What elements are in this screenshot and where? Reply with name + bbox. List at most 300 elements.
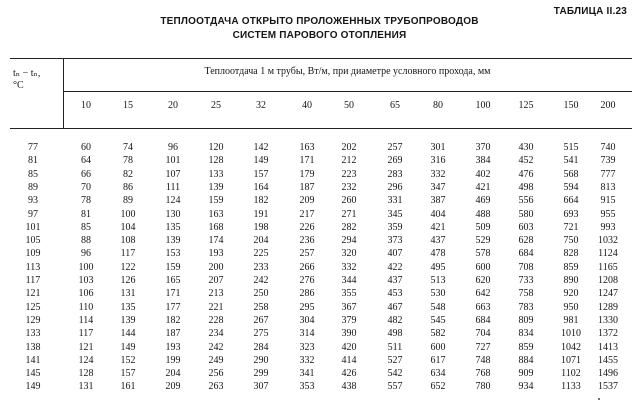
heat-transfer-cell: 74 bbox=[123, 142, 133, 153]
heat-transfer-cell: 128 bbox=[208, 155, 224, 167]
heat-transfer-cell: 750 bbox=[563, 235, 579, 247]
heat-transfer-cell: 1032 bbox=[598, 235, 618, 247]
heat-transfer-cell: 117 bbox=[120, 248, 136, 260]
heat-transfer-cell: 332 bbox=[341, 261, 357, 273]
heat-transfer-cell: 347 bbox=[430, 181, 446, 193]
heat-transfer-cell: 332 bbox=[430, 168, 446, 180]
heat-transfer-cell: 950 bbox=[563, 301, 579, 313]
heat-transfer-cell: 407 bbox=[387, 248, 403, 260]
heat-transfer-cell: 60 bbox=[81, 142, 91, 153]
heat-transfer-cell: 693 bbox=[563, 208, 579, 220]
heat-transfer-cell: 1042 bbox=[561, 341, 581, 353]
heat-transfer-cell: 421 bbox=[430, 221, 446, 233]
heat-transfer-cell: 379 bbox=[341, 314, 357, 326]
heat-transfer-cell: 242 bbox=[208, 341, 224, 353]
table-row bbox=[0, 274, 639, 287]
temperature-difference-cell: 77 bbox=[28, 142, 38, 153]
heat-transfer-cell: 217 bbox=[299, 208, 315, 220]
heat-transfer-cell: 1010 bbox=[561, 328, 581, 340]
heat-transfer-cell: 578 bbox=[475, 248, 491, 260]
heat-transfer-cell: 768 bbox=[475, 368, 491, 380]
heat-transfer-cell: 199 bbox=[165, 354, 181, 366]
temperature-difference-cell: 113 bbox=[25, 261, 41, 273]
heat-transfer-cell: 453 bbox=[387, 288, 403, 300]
heat-transfer-cell: 207 bbox=[208, 275, 224, 286]
heat-transfer-cell: 740 bbox=[600, 142, 616, 153]
heat-transfer-cell: 263 bbox=[208, 381, 224, 393]
heat-transfer-cell: 739 bbox=[600, 155, 616, 167]
heat-transfer-cell: 307 bbox=[253, 381, 269, 393]
heat-transfer-cell: 628 bbox=[518, 235, 534, 247]
heat-transfer-cell: 64 bbox=[81, 155, 91, 167]
heat-transfer-cell: 108 bbox=[120, 235, 136, 247]
heat-transfer-cell: 568 bbox=[563, 168, 579, 180]
heat-transfer-cell: 260 bbox=[341, 195, 357, 207]
heat-transfer-cell: 780 bbox=[475, 381, 491, 393]
temperature-difference-cell: 109 bbox=[25, 248, 41, 260]
heat-transfer-cell: 316 bbox=[430, 155, 446, 167]
temperature-difference-cell: 97 bbox=[28, 208, 38, 220]
heat-transfer-cell: 370 bbox=[475, 142, 491, 153]
heat-transfer-cell: 642 bbox=[475, 288, 491, 300]
temperature-difference-cell: 101 bbox=[25, 221, 41, 233]
heat-transfer-cell: 404 bbox=[430, 208, 446, 220]
heat-transfer-cell: 548 bbox=[430, 301, 446, 313]
heat-transfer-cell: 223 bbox=[341, 168, 357, 180]
heat-transfer-cell: 359 bbox=[387, 221, 403, 233]
heat-transfer-cell: 527 bbox=[387, 354, 403, 366]
heat-transfer-cell: 276 bbox=[299, 275, 315, 286]
temperature-difference-cell: 138 bbox=[25, 341, 41, 353]
heat-transfer-cell: 1289 bbox=[598, 301, 618, 313]
heat-transfer-cell: 290 bbox=[253, 354, 269, 366]
heat-transfer-cell: 1071 bbox=[561, 354, 581, 366]
heat-transfer-cell: 128 bbox=[78, 368, 94, 380]
heat-transfer-cell: 135 bbox=[165, 221, 181, 233]
table-row bbox=[0, 221, 639, 234]
temperature-difference-cell: 133 bbox=[25, 328, 41, 340]
heat-transfer-cell: 663 bbox=[475, 301, 491, 313]
table-row bbox=[0, 194, 639, 207]
temperature-difference-cell: 89 bbox=[28, 181, 38, 193]
diameter-header-65mm: 65 bbox=[390, 100, 400, 111]
heat-transfer-cell: 582 bbox=[430, 328, 446, 340]
heat-transfer-cell: 652 bbox=[430, 381, 446, 393]
heat-transfer-cell: 344 bbox=[341, 275, 357, 286]
table-top-rule bbox=[10, 58, 632, 59]
heat-transfer-cell: 515 bbox=[563, 142, 579, 153]
heat-transfer-cell: 600 bbox=[475, 261, 491, 273]
table-title bbox=[0, 15, 639, 43]
heat-transfer-cell: 387 bbox=[430, 195, 446, 207]
heat-transfer-cell: 96 bbox=[81, 248, 91, 260]
temperature-difference-cell: 105 bbox=[25, 235, 41, 247]
heat-transfer-cell: 111 bbox=[165, 181, 181, 193]
heat-transfer-cell: 165 bbox=[165, 275, 181, 286]
heat-transfer-cell: 177 bbox=[165, 301, 181, 313]
heat-transfer-cell: 1496 bbox=[598, 368, 618, 380]
heat-transfer-cell: 727 bbox=[475, 341, 491, 353]
heat-transfer-cell: 993 bbox=[600, 221, 616, 233]
heat-transfer-cell: 187 bbox=[165, 328, 181, 340]
heat-transfer-cell: 367 bbox=[341, 301, 357, 313]
heat-transfer-cell: 159 bbox=[165, 261, 181, 273]
table-row bbox=[0, 208, 639, 221]
heat-transfer-cell: 299 bbox=[253, 368, 269, 380]
heat-transfer-cell: 78 bbox=[123, 155, 133, 167]
heat-transfer-cell: 249 bbox=[208, 354, 224, 366]
temperature-difference-cell: 121 bbox=[25, 288, 41, 300]
temperature-difference-formula: tₙ − tₙ, bbox=[13, 68, 41, 79]
diameter-header-15mm: 15 bbox=[123, 100, 133, 111]
heat-transfer-cell: 758 bbox=[518, 288, 534, 300]
heat-transfer-cell: 320 bbox=[341, 248, 357, 260]
heat-transfer-cell: 122 bbox=[120, 261, 136, 273]
heat-transfer-cell: 282 bbox=[341, 221, 357, 233]
heat-transfer-cell: 437 bbox=[430, 235, 446, 247]
heat-transfer-cell: 225 bbox=[253, 248, 269, 260]
heat-transfer-cell: 813 bbox=[600, 181, 616, 193]
heat-transfer-cell: 955 bbox=[600, 208, 616, 220]
heat-transfer-cell: 1372 bbox=[598, 328, 618, 340]
diameter-header-32mm: 32 bbox=[256, 100, 266, 111]
heat-transfer-cell: 66 bbox=[81, 168, 91, 180]
heat-transfer-cell: 545 bbox=[430, 314, 446, 326]
heat-transfer-cell: 890 bbox=[563, 275, 579, 286]
heat-transfer-cell: 664 bbox=[563, 195, 579, 207]
heat-transfer-cell: 212 bbox=[341, 155, 357, 167]
temperature-difference-cell: 93 bbox=[28, 195, 38, 207]
heat-transfer-cell: 139 bbox=[120, 314, 136, 326]
heat-transfer-cell: 421 bbox=[475, 181, 491, 193]
table-row bbox=[0, 154, 639, 167]
diameter-header-20mm: 20 bbox=[168, 100, 178, 111]
heat-transfer-cell: 130 bbox=[165, 208, 181, 220]
heat-transfer-cell: 603 bbox=[518, 221, 534, 233]
heat-transfer-cell: 981 bbox=[563, 314, 579, 326]
heat-transfer-cell: 191 bbox=[253, 208, 269, 220]
heat-transfer-cell: 283 bbox=[387, 168, 403, 180]
heat-transfer-cell: 96 bbox=[168, 142, 178, 153]
heat-transfer-cell: 708 bbox=[518, 261, 534, 273]
heat-transfer-cell: 144 bbox=[120, 328, 136, 340]
heat-transfer-cell: 100 bbox=[120, 208, 136, 220]
heat-transfer-cell: 142 bbox=[253, 142, 269, 153]
heat-transfer-cell: 748 bbox=[475, 354, 491, 366]
heat-transfer-cell: 1537 bbox=[598, 381, 618, 393]
heat-transfer-cell: 204 bbox=[253, 235, 269, 247]
heat-transfer-cell: 269 bbox=[387, 155, 403, 167]
heat-transfer-cell: 390 bbox=[341, 328, 357, 340]
heat-transfer-cell: 542 bbox=[387, 368, 403, 380]
heat-transfer-cell: 1133 bbox=[561, 381, 581, 393]
heat-transfer-cell: 733 bbox=[518, 275, 534, 286]
heat-transfer-cell: 1330 bbox=[598, 314, 618, 326]
diameter-header-125mm: 125 bbox=[518, 100, 534, 111]
heat-transfer-cell: 934 bbox=[518, 381, 534, 393]
table-row bbox=[0, 234, 639, 247]
temperature-difference-cell: 129 bbox=[25, 314, 41, 326]
temperature-difference-cell: 145 bbox=[25, 368, 41, 380]
table-row bbox=[0, 141, 639, 154]
heat-transfer-cell: 174 bbox=[208, 235, 224, 247]
heat-transfer-cell: 226 bbox=[299, 221, 315, 233]
diameter-header-50mm: 50 bbox=[344, 100, 354, 111]
temperature-difference-cell: 125 bbox=[25, 301, 41, 313]
heat-transfer-cell: 228 bbox=[208, 314, 224, 326]
temperature-unit: °C bbox=[13, 80, 24, 91]
heat-transfer-spanner-header: Теплоотдача 1 м трубы, Вт/м, при диаметре условного прохода, мм bbox=[204, 66, 491, 77]
table-row bbox=[0, 354, 639, 367]
heat-transfer-cell: 777 bbox=[600, 168, 616, 180]
heat-transfer-cell: 478 bbox=[430, 248, 446, 260]
table-row bbox=[0, 301, 639, 314]
heat-transfer-cell: 509 bbox=[475, 221, 491, 233]
heat-transfer-cell: 617 bbox=[430, 354, 446, 366]
heat-transfer-cell: 557 bbox=[387, 381, 403, 393]
heat-transfer-cell: 384 bbox=[475, 155, 491, 167]
heat-transfer-cell: 498 bbox=[387, 328, 403, 340]
heat-transfer-cell: 198 bbox=[253, 221, 269, 233]
heat-transfer-cell: 437 bbox=[387, 275, 403, 286]
header-sub-rule bbox=[63, 91, 632, 92]
heat-transfer-cell: 257 bbox=[299, 248, 315, 260]
table-title-line-1: ТЕПЛООТДАЧА ОТКРЫТО ПРОЛОЖЕННЫХ ТРУБОПРОВОДОВ bbox=[160, 16, 479, 27]
heat-transfer-cell: 100 bbox=[78, 261, 94, 273]
heat-transfer-cell: 355 bbox=[341, 288, 357, 300]
heat-transfer-cell: 620 bbox=[475, 275, 491, 286]
heat-transfer-cell: 101 bbox=[165, 155, 181, 167]
heat-transfer-cell: 213 bbox=[208, 288, 224, 300]
table-row bbox=[0, 341, 639, 354]
heat-transfer-cell: 133 bbox=[208, 168, 224, 180]
heat-transfer-cell: 556 bbox=[518, 195, 534, 207]
heat-transfer-cell: 482 bbox=[387, 314, 403, 326]
heat-transfer-cell: 258 bbox=[253, 301, 269, 313]
table-row bbox=[0, 367, 639, 380]
heat-transfer-cell: 88 bbox=[81, 235, 91, 247]
heat-transfer-cell: 469 bbox=[475, 195, 491, 207]
diameter-header-10mm: 10 bbox=[81, 100, 91, 111]
scan-speck bbox=[598, 398, 600, 400]
heat-transfer-cell: 530 bbox=[430, 288, 446, 300]
diameter-header-200mm: 200 bbox=[600, 100, 616, 111]
heat-transfer-cell: 783 bbox=[518, 301, 534, 313]
heat-transfer-cell: 920 bbox=[563, 288, 579, 300]
heat-transfer-cell: 859 bbox=[518, 341, 534, 353]
heat-transfer-cell: 135 bbox=[120, 301, 136, 313]
heat-transfer-cell: 345 bbox=[387, 208, 403, 220]
heat-transfer-cell: 131 bbox=[78, 381, 94, 393]
heat-transfer-cell: 1124 bbox=[598, 248, 618, 260]
heat-transfer-cell: 209 bbox=[165, 381, 181, 393]
heat-transfer-cell: 200 bbox=[208, 261, 224, 273]
heat-transfer-cell: 1208 bbox=[598, 275, 618, 286]
heat-transfer-cell: 103 bbox=[78, 275, 94, 286]
heat-transfer-cell: 541 bbox=[563, 155, 579, 167]
heat-transfer-cell: 314 bbox=[299, 328, 315, 340]
heat-transfer-cell: 163 bbox=[208, 208, 224, 220]
heat-transfer-cell: 193 bbox=[208, 248, 224, 260]
heat-transfer-cell: 193 bbox=[165, 341, 181, 353]
heat-transfer-cell: 120 bbox=[208, 142, 224, 153]
table-row bbox=[0, 380, 639, 393]
table-row bbox=[0, 327, 639, 340]
heat-transfer-cell: 82 bbox=[123, 168, 133, 180]
diameter-header-25mm: 25 bbox=[211, 100, 221, 111]
heat-transfer-cell: 257 bbox=[387, 142, 403, 153]
heat-transfer-cell: 721 bbox=[563, 221, 579, 233]
heat-transfer-cell: 452 bbox=[518, 155, 534, 167]
heat-transfer-cell: 250 bbox=[253, 288, 269, 300]
heat-transfer-cell: 884 bbox=[518, 354, 534, 366]
heat-transfer-cell: 1102 bbox=[561, 368, 581, 380]
heat-transfer-cell: 78 bbox=[81, 195, 91, 207]
heat-transfer-cell: 859 bbox=[563, 261, 579, 273]
heat-transfer-cell: 422 bbox=[387, 261, 403, 273]
heat-transfer-cell: 704 bbox=[475, 328, 491, 340]
heat-transfer-cell: 341 bbox=[299, 368, 315, 380]
heat-transfer-cell: 284 bbox=[253, 341, 269, 353]
diameter-header-100mm: 100 bbox=[475, 100, 491, 111]
heat-transfer-cell: 467 bbox=[387, 301, 403, 313]
heat-transfer-cell: 182 bbox=[253, 195, 269, 207]
heat-transfer-cell: 81 bbox=[81, 208, 91, 220]
table-row bbox=[0, 287, 639, 300]
temperature-difference-cell: 117 bbox=[25, 275, 41, 286]
heat-transfer-cell: 834 bbox=[518, 328, 534, 340]
heat-transfer-cell: 204 bbox=[165, 368, 181, 380]
heat-transfer-cell: 301 bbox=[430, 142, 446, 153]
heat-transfer-cell: 86 bbox=[123, 181, 133, 193]
table-row bbox=[0, 181, 639, 194]
heat-transfer-cell: 332 bbox=[299, 354, 315, 366]
heat-transfer-cell: 221 bbox=[208, 301, 224, 313]
heat-transfer-cell: 414 bbox=[341, 354, 357, 366]
heat-transfer-cell: 157 bbox=[120, 368, 136, 380]
heat-transfer-cell: 488 bbox=[475, 208, 491, 220]
heat-transfer-cell: 163 bbox=[299, 142, 315, 153]
heat-transfer-cell: 1165 bbox=[598, 261, 618, 273]
heat-transfer-cell: 828 bbox=[563, 248, 579, 260]
heat-transfer-cell: 171 bbox=[165, 288, 181, 300]
heat-transfer-cell: 402 bbox=[475, 168, 491, 180]
heat-transfer-cell: 498 bbox=[518, 181, 534, 193]
heat-transfer-cell: 139 bbox=[208, 181, 224, 193]
heat-transfer-cell: 323 bbox=[299, 341, 315, 353]
diameter-header-150mm: 150 bbox=[563, 100, 579, 111]
table-header-bottom-rule bbox=[10, 128, 632, 129]
heat-transfer-cell: 353 bbox=[299, 381, 315, 393]
heat-transfer-cell: 107 bbox=[165, 168, 181, 180]
temperature-difference-cell: 149 bbox=[25, 381, 41, 393]
heat-transfer-cell: 157 bbox=[253, 168, 269, 180]
table-row bbox=[0, 314, 639, 327]
heat-transfer-cell: 476 bbox=[518, 168, 534, 180]
heat-transfer-cell: 580 bbox=[518, 208, 534, 220]
heat-transfer-cell: 495 bbox=[430, 261, 446, 273]
heat-transfer-cell: 294 bbox=[341, 235, 357, 247]
stub-column-header bbox=[13, 68, 40, 92]
heat-transfer-cell: 202 bbox=[341, 142, 357, 153]
heat-transfer-cell: 594 bbox=[563, 181, 579, 193]
heat-transfer-cell: 373 bbox=[387, 235, 403, 247]
heat-transfer-cell: 149 bbox=[120, 341, 136, 353]
heat-transfer-cell: 161 bbox=[120, 381, 136, 393]
heat-transfer-cell: 104 bbox=[120, 221, 136, 233]
heat-transfer-cell: 171 bbox=[299, 155, 315, 167]
heat-transfer-cell: 121 bbox=[78, 341, 94, 353]
heat-transfer-cell: 179 bbox=[299, 168, 315, 180]
heat-transfer-cell: 126 bbox=[120, 275, 136, 286]
heat-transfer-cell: 634 bbox=[430, 368, 446, 380]
heat-transfer-cell: 234 bbox=[208, 328, 224, 340]
heat-transfer-cell: 426 bbox=[341, 368, 357, 380]
heat-transfer-cell: 164 bbox=[253, 181, 269, 193]
heat-transfer-cell: 430 bbox=[518, 142, 534, 153]
heat-transfer-cell: 684 bbox=[518, 248, 534, 260]
heat-transfer-cell: 182 bbox=[165, 314, 181, 326]
heat-transfer-cell: 149 bbox=[253, 155, 269, 167]
heat-transfer-cell: 275 bbox=[253, 328, 269, 340]
heat-transfer-cell: 124 bbox=[78, 354, 94, 366]
table-row bbox=[0, 247, 639, 260]
diameter-header-40mm: 40 bbox=[302, 100, 312, 111]
heat-transfer-cell: 242 bbox=[253, 275, 269, 286]
heat-transfer-cell: 266 bbox=[299, 261, 315, 273]
heat-transfer-cell: 131 bbox=[120, 288, 136, 300]
heat-transfer-cell: 159 bbox=[208, 195, 224, 207]
heat-transfer-cell: 232 bbox=[341, 181, 357, 193]
heat-transfer-cell: 124 bbox=[165, 195, 181, 207]
heat-transfer-cell: 1455 bbox=[598, 354, 618, 366]
heat-transfer-cell: 1413 bbox=[598, 341, 618, 353]
table-number-label: ТАБЛИЦА II.23 bbox=[553, 6, 627, 17]
table-row bbox=[0, 168, 639, 181]
heat-transfer-cell: 236 bbox=[299, 235, 315, 247]
table-row bbox=[0, 261, 639, 274]
heat-transfer-cell: 187 bbox=[299, 181, 315, 193]
heat-transfer-cell: 256 bbox=[208, 368, 224, 380]
temperature-difference-cell: 81 bbox=[28, 155, 38, 167]
heat-transfer-cell: 1247 bbox=[598, 288, 618, 300]
table-title-line-2: СИСТЕМ ПАРОВОГО ОТОПЛЕНИЯ bbox=[232, 30, 407, 41]
heat-transfer-cell: 89 bbox=[123, 195, 133, 207]
heat-transfer-cell: 271 bbox=[341, 208, 357, 220]
heat-transfer-cell: 168 bbox=[208, 221, 224, 233]
heat-transfer-cell: 106 bbox=[78, 288, 94, 300]
heat-transfer-cell: 915 bbox=[600, 195, 616, 207]
heat-transfer-cell: 420 bbox=[341, 341, 357, 353]
heat-transfer-cell: 600 bbox=[430, 341, 446, 353]
heat-transfer-cell: 117 bbox=[78, 328, 94, 340]
heat-transfer-cell: 331 bbox=[387, 195, 403, 207]
heat-transfer-cell: 909 bbox=[518, 368, 534, 380]
heat-transfer-cell: 513 bbox=[430, 275, 446, 286]
heat-transfer-cell: 304 bbox=[299, 314, 315, 326]
heat-transfer-cell: 438 bbox=[341, 381, 357, 393]
heat-transfer-cell: 267 bbox=[253, 314, 269, 326]
temperature-difference-cell: 85 bbox=[28, 168, 38, 180]
heat-transfer-cell: 684 bbox=[475, 314, 491, 326]
temperature-difference-cell: 141 bbox=[25, 354, 41, 366]
heat-transfer-cell: 286 bbox=[299, 288, 315, 300]
heat-transfer-cell: 511 bbox=[387, 341, 403, 353]
heat-transfer-cell: 233 bbox=[253, 261, 269, 273]
heat-transfer-cell: 114 bbox=[78, 314, 94, 326]
heat-transfer-cell: 809 bbox=[518, 314, 534, 326]
heat-transfer-cell: 70 bbox=[81, 181, 91, 193]
